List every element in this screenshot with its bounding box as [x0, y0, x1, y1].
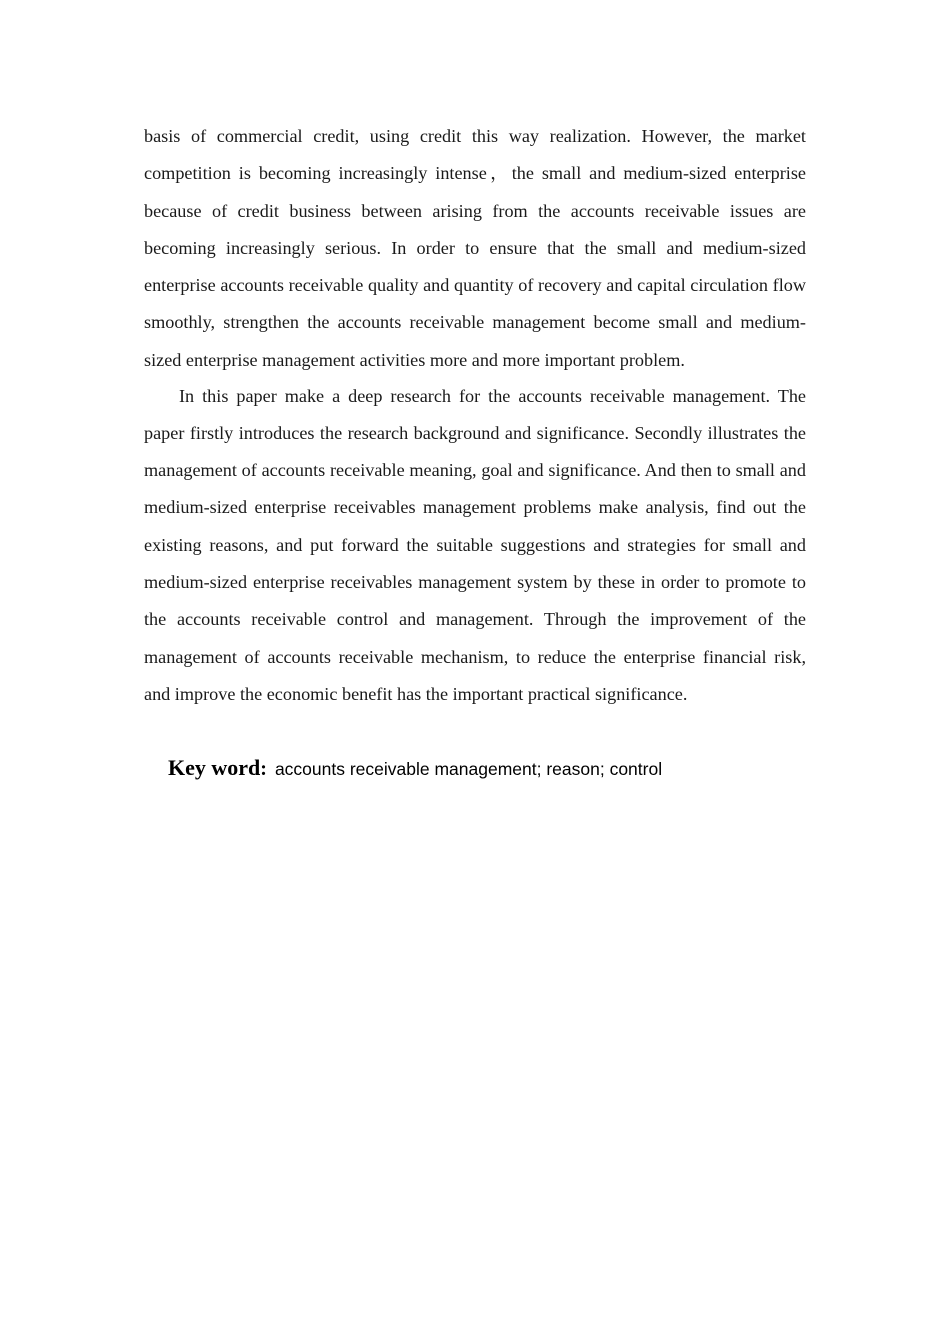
keywords-label: Key word — [168, 755, 261, 780]
abstract-paragraph-1: basis of commercial credit, using credit this way realization. However, the market competition is becoming increasingly intense，the small and medium-sized enterprise because of credit business between arising from the accounts receivable issues are becoming increasingly serious. In order to ensure that the small and medium-sized enterprise accounts receivable quality and quantity of recovery and capital circulation flow smoothly, strengthen the accounts receivable management become small and medium-sized enterprise management activities more and more important problem. — [144, 126, 806, 370]
abstract-paragraph-2: In this paper make a deep research for the accounts receivable management. The paper firstly introduces the research background and significance. Secondly illustrates the management of accounts receivable meaning, goal and significance. And then to small and medium-sized enterprise receivables management problems make analysis, find out the existing reasons, and put forward the suitable suggestions and strategies for small and medium-sized enterprise receivables management system by these in order to promote to the accounts receivable control and management. Through the improvement of the management of accounts receivable mechanism, to reduce the enterprise financial risk, and improve the economic benefit has the important practical significance. — [144, 385, 806, 704]
keywords-text: accounts receivable management; reason; control — [274, 759, 663, 779]
keywords-separator: : — [260, 758, 267, 780]
keywords-line — [168, 752, 808, 785]
abstract-body — [144, 118, 806, 713]
